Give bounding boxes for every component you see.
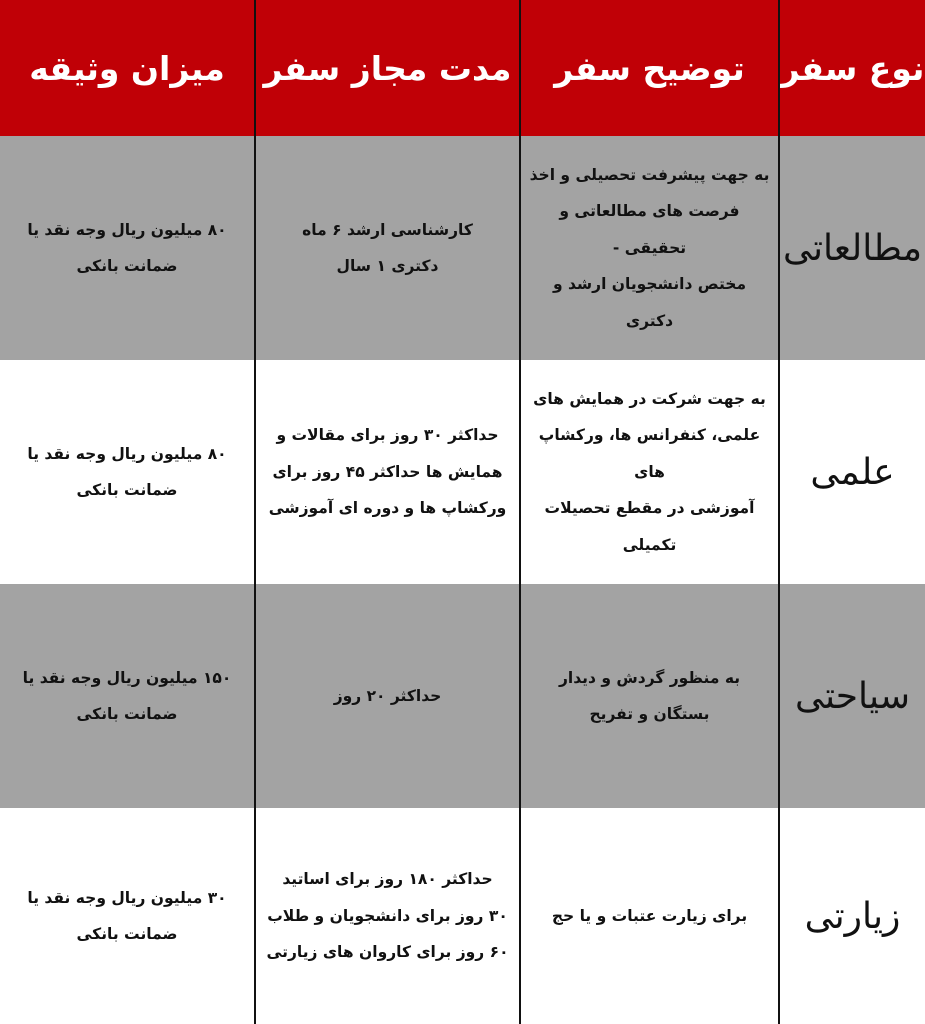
deposit-line: ضمانت بانکی bbox=[76, 705, 178, 723]
trip-type-cell: زیارتی bbox=[804, 895, 901, 937]
description-line: به جهت شرکت در همایش های bbox=[533, 389, 766, 408]
header-trip-type: نوع سفر bbox=[780, 48, 925, 88]
duration-cell bbox=[256, 808, 519, 1024]
duration-line: ورکشاپ ها و دوره ای آموزشی bbox=[268, 499, 507, 518]
description-line: مختص دانشجویان ارشد و دکتری bbox=[552, 275, 747, 330]
duration-line: ۳۰ روز برای دانشجویان و طلاب bbox=[267, 906, 508, 925]
duration-line: کارشناسی ارشد ۶ ماه bbox=[302, 220, 473, 239]
trip-type-cell: سیاحتی bbox=[794, 675, 911, 717]
header-allowed-duration: مدت مجاز سفر bbox=[263, 48, 512, 88]
table-row bbox=[0, 808, 925, 1024]
trip-type-cell: علمی bbox=[810, 451, 895, 493]
description-cell bbox=[521, 584, 778, 808]
deposit-line: ضمانت بانکی bbox=[76, 257, 178, 275]
header-trip-description: توضیح سفر bbox=[554, 48, 745, 88]
description-line: بستگان و تفریح bbox=[589, 705, 710, 723]
deposit-line: ۸۰ میلیون ریال وجه نقد یا bbox=[27, 220, 227, 239]
deposit-cell bbox=[0, 360, 254, 584]
description-cell bbox=[521, 808, 778, 1024]
duration-cell bbox=[256, 360, 519, 584]
deposit-cell bbox=[0, 808, 254, 1024]
description-line: به منظور گردش و دیدار bbox=[558, 668, 741, 687]
duration-line: حداکثر ۱۸۰ روز برای اساتید bbox=[282, 870, 493, 889]
table-row bbox=[0, 360, 925, 584]
description-line: آموزشی در مقطع تحصیلات تکمیلی bbox=[544, 499, 755, 554]
deposit-line: ضمانت بانکی bbox=[76, 481, 178, 499]
duration-line: حداکثر ۲۰ روز bbox=[333, 686, 442, 705]
description-cell bbox=[521, 360, 778, 584]
table-row bbox=[0, 136, 925, 360]
column-divider bbox=[778, 0, 780, 1024]
deposit-line: ۱۵۰ میلیون ریال وجه نقد یا bbox=[22, 668, 232, 687]
deposit-line: ۸۰ میلیون ریال وجه نقد یا bbox=[27, 444, 227, 463]
duration-line: دکتری ۱ سال bbox=[336, 257, 439, 275]
header-deposit-amount: میزان وثیقه bbox=[29, 48, 225, 88]
description-line: به جهت پیشرفت تحصیلی و اخذ bbox=[529, 165, 770, 184]
deposit-cell bbox=[0, 584, 254, 808]
duration-cell bbox=[256, 584, 519, 808]
trip-type-cell: مطالعاتی bbox=[782, 227, 923, 269]
duration-line: ۶۰ روز برای کاروان های زیارتی bbox=[266, 943, 509, 962]
deposit-cell bbox=[0, 136, 254, 360]
column-divider bbox=[519, 0, 521, 1024]
table-header bbox=[0, 0, 925, 136]
table-row bbox=[0, 584, 925, 808]
duration-cell bbox=[256, 136, 519, 360]
deposit-line: ۳۰ میلیون ریال وجه نقد یا bbox=[27, 888, 227, 907]
description-line: علمی، کنفرانس ها، ورکشاپ های bbox=[538, 426, 761, 481]
duration-line: حداکثر ۳۰ روز برای مقالات و bbox=[276, 426, 499, 445]
description-line: برای زیارت عتبات و یا حج bbox=[551, 906, 748, 925]
description-line: فرصت های مطالعاتی و تحقیقی - bbox=[559, 202, 740, 257]
description-cell bbox=[521, 136, 778, 360]
column-divider bbox=[254, 0, 256, 1024]
deposit-line: ضمانت بانکی bbox=[76, 925, 178, 943]
duration-line: همایش ها حداکثر ۴۵ روز برای bbox=[272, 462, 503, 481]
